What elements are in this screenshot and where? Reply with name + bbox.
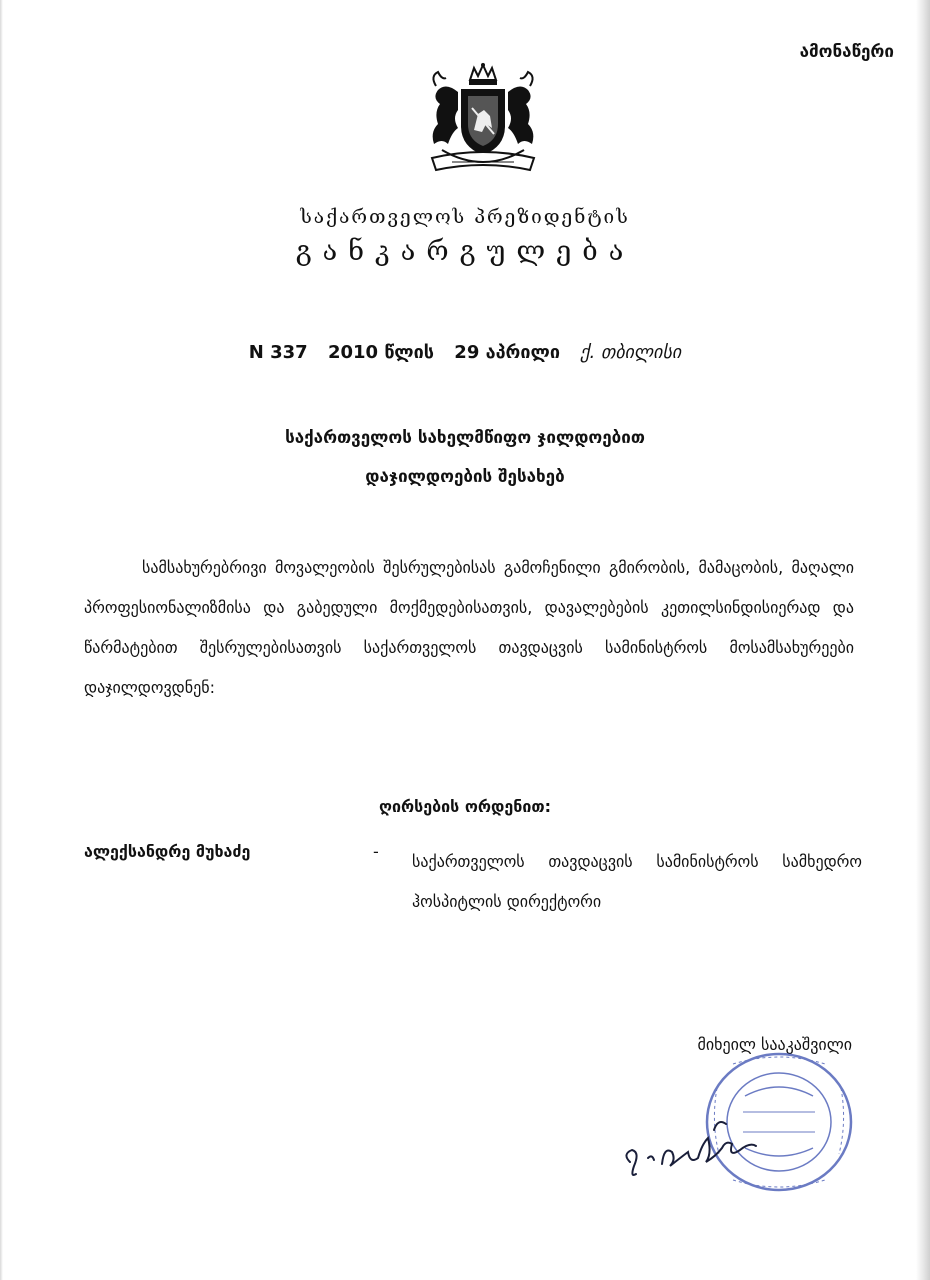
awardee-position: საქართველოს თავდაცვის სამინისტროს სამხედრო ჰოსპიტლის დირექტორი xyxy=(412,852,862,911)
awardee-name: ალექსანდრე მუხაძე xyxy=(84,842,251,861)
title-line-1: საქართველოს სახელმწიფო ჯილდოებით xyxy=(285,428,645,448)
decree-number: N 337 xyxy=(248,342,308,363)
coat-of-arms-icon xyxy=(412,62,554,180)
title-line-2: დაჯილდოების შესახებ xyxy=(365,467,565,487)
decree-place: ქ. თბილისი xyxy=(580,342,682,363)
awardee-dash: - xyxy=(373,842,379,861)
header-line-1: საქართველოს პრეზიდენტის xyxy=(300,206,630,228)
decree-date: 29 აპრილი xyxy=(454,342,560,363)
header-line-2: განკარგულება xyxy=(295,236,635,267)
award-title: ღირსების ორდენით: xyxy=(378,797,552,816)
page-edge-right xyxy=(916,0,930,1280)
body-paragraph: სამსახურებრივი მოვალეობის შესრულებისას გამოჩენილი გმირობის, მამაცობის, მაღალი პროფესიონალიზმისა და გაბედული მოქმედებისათვის, დავალებების კეთილსინდისიერად და წარმატებით შესრულებისათვის საქართველოს თავდაცვის სამინისტროს მოსამსახურეები დაჯილდოვდნენ: xyxy=(84,558,854,697)
reference-line xyxy=(0,342,930,363)
decree-year: 2010 წლის xyxy=(327,342,435,363)
signature-icon xyxy=(618,1100,768,1196)
copy-label: ამონაწერი xyxy=(799,42,894,62)
signatory-name: მიხეილ სააკაშვილი xyxy=(697,1035,852,1054)
page-edge-left xyxy=(0,0,3,1280)
